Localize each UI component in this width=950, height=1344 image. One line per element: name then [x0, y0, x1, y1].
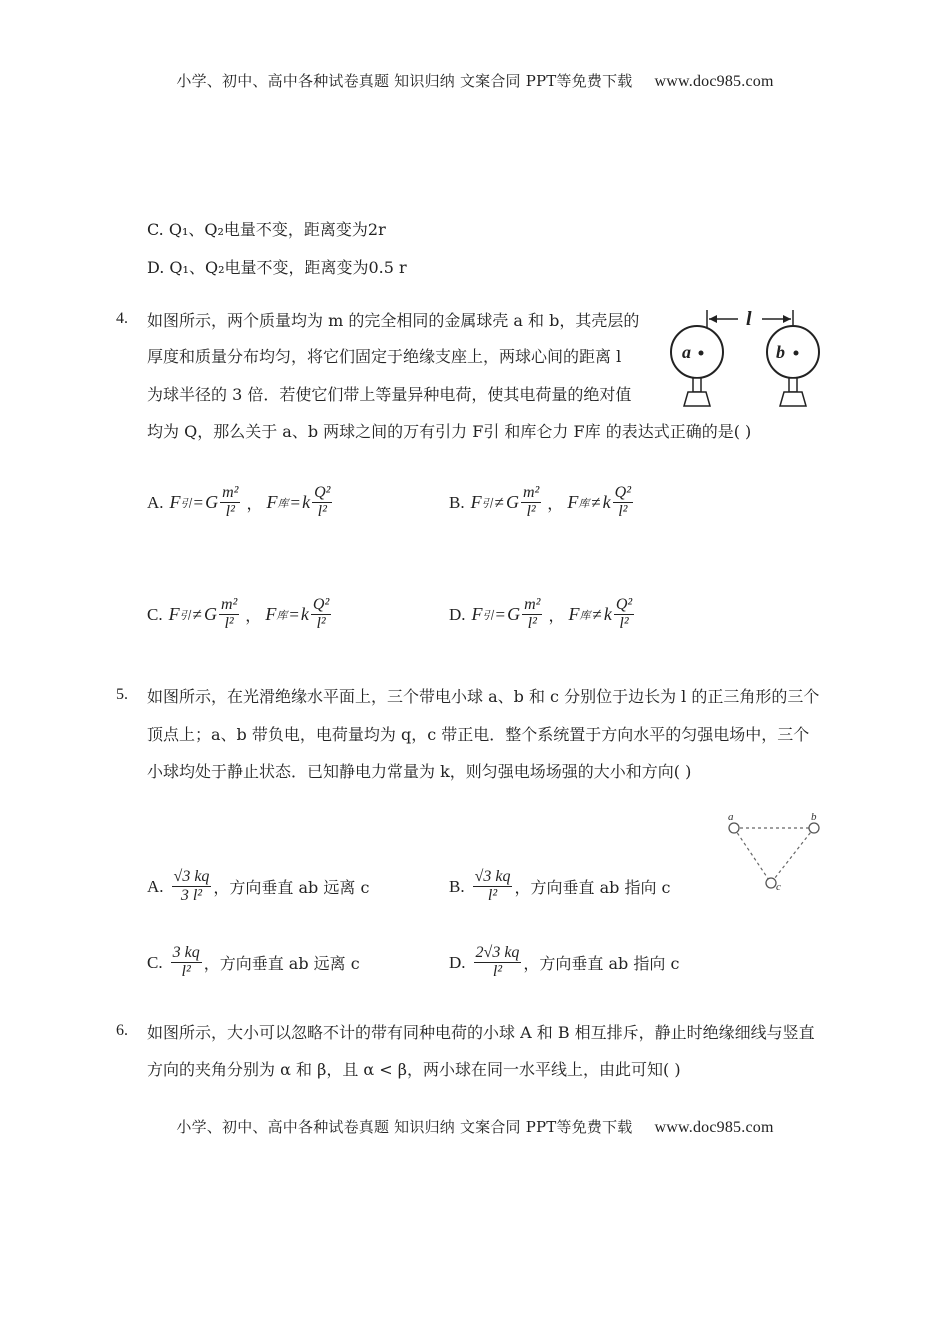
page-footer — [0, 1116, 950, 1137]
q3-option-d: D. Q₁、Q₂电量不变，距离变为0.5 r — [147, 258, 407, 277]
q5-figure-label-c: c — [776, 881, 781, 893]
q4-option-b: B. F 引 ≠ G $\frac{\text{m²}}{\text{l²}}$ ， F 库 ≠ k $\frac{\text{Q²}}{\text{l²}}$ — [449, 484, 632, 520]
q5-figure-label-b: b — [811, 811, 817, 823]
q4-option-a: A. F 引 = G $\frac{\text{m²}}{\text{l²}}$ ， F 库 = k $\frac{\text{Q²}}{\text{l²}}$ — [147, 484, 331, 520]
header-text: 小学、初中、高中各种试卷真题 知识归纳 文案合同 PPT等免费下载 — [176, 72, 633, 90]
q4-option-c: C. F 引 ≠ G $\frac{\text{m²}}{\text{l²}}$ ， F 库 = k $\frac{\text{Q²}}{\text{l²}}$ — [147, 596, 330, 632]
q6-number: 6. — [116, 1022, 128, 1039]
q4-number: 4. — [116, 310, 128, 327]
q5-line-2: 顶点上；a、b 带负电，电荷量均为 q，c 带正电．整个系统置于方向水平的匀强电场中，三个 — [147, 725, 810, 744]
q4-figure-label-a: a — [682, 342, 691, 362]
q4-figure — [660, 300, 830, 415]
q4-line-4: 均为 Q，那么关于 a、b 两球之间的万有引力 F引 和库仑力 F库 的表达式正确的是( ) — [147, 422, 752, 441]
header-url[interactable]: www.doc985.com — [654, 73, 774, 90]
page-header — [0, 70, 950, 91]
q6-line-2: 方向的夹角分别为 α 和 β，且 α < β，两小球在同一水平线上，由此可知( ) — [147, 1060, 681, 1079]
q4-option-d: D. F 引 = G $\frac{\text{m²}}{\text{l²}}$ ， F 库 ≠ k $\frac{\text{Q²}}{\text{l²}}$ — [449, 596, 633, 632]
q6-line-1: 如图所示，大小可以忽略不计的带有同种电荷的小球 A 和 B 相互排斥，静止时绝缘细线与竖直 — [147, 1023, 815, 1042]
q5-line-1: 如图所示，在光滑绝缘水平面上，三个带电小球 a、b 和 c 分别位于边长为 l 的正三角形的三个 — [147, 687, 820, 706]
q4-figure-label-l: l — [746, 308, 752, 330]
q5-figure — [718, 808, 838, 898]
q5-option-c: C. $\frac{3 kq}{\text{l²}}$ ，方向垂直 ab 远离 c — [147, 944, 360, 980]
q3-option-c: C. Q₁、Q₂电量不变，距离变为2r — [147, 220, 386, 239]
q5-option-a: A. $\frac{√3 kq}{\text{3 l²}}$ ，方向垂直 ab 远离 c — [147, 868, 370, 904]
footer-text: 小学、初中、高中各种试卷真题 知识归纳 文案合同 PPT等免费下载 — [176, 1118, 633, 1136]
q5-option-d: D. $\frac{2√3 kq}{\text{l²}}$ ，方向垂直 ab 指向 c — [449, 944, 680, 980]
q4-line-2: 厚度和质量分布均匀，将它们固定于绝缘支座上，两球心间的距离 l — [147, 347, 622, 366]
q5-number: 5. — [116, 686, 128, 703]
q5-option-b: B. $\frac{√3 kq}{\text{l²}}$ ，方向垂直 ab 指向 c — [449, 868, 671, 904]
q5-figure-label-a: a — [728, 811, 734, 823]
q4-figure-label-b: b — [776, 342, 785, 362]
q5-line-3: 小球均处于静止状态．已知静电力常量为 k，则匀强电场场强的大小和方向( ) — [147, 762, 692, 781]
q4-line-3: 为球半径的 3 倍．若使它们带上等量异种电荷，使其电荷量的绝对值 — [147, 385, 632, 404]
footer-url[interactable]: www.doc985.com — [654, 1119, 774, 1136]
q4-line-1: 如图所示，两个质量均为 m 的完全相同的金属球壳 a 和 b，其壳层的 — [147, 311, 640, 330]
